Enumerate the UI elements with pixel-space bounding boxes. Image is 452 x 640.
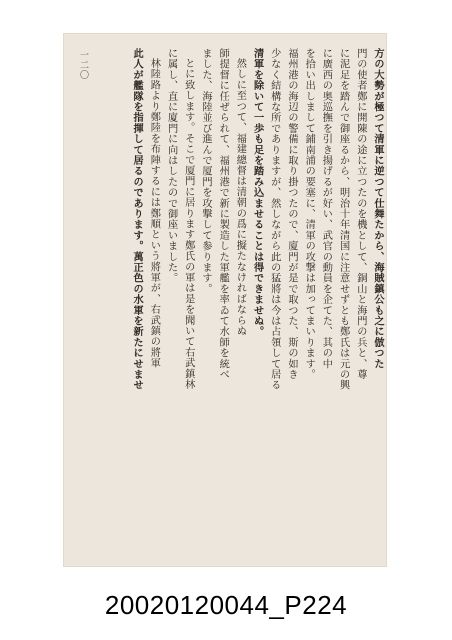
text-column: 然しに至つて、福建總督は清朝の爲に擬たなければならぬ	[234, 58, 246, 337]
book-page	[64, 34, 386, 566]
text-column: 門の使者鄭に開陳の途に立つたのを機として、銅山と海門の兵と、尊	[354, 48, 366, 380]
text-column: とに致します。そこで厦門に居ります鄭氏の軍は是を聞いて右武鎮林	[182, 58, 194, 390]
text-column: 清軍を除いて一歩も足を踏み込ませることは得できませぬ。	[251, 48, 264, 337]
text-column: に属し、直に廈門に向はしたので御座いました。	[165, 48, 177, 284]
image-caption: 20020120044_P224	[104, 590, 348, 620]
text-column: 師提督に任ぜられて、福州港で新に製造した軍艦を率ゐて水師を統べ	[217, 48, 229, 380]
text-column: に廣西の奥巡撫を引き揚げるが好い、武官の動員を企てた、其の中	[320, 48, 332, 369]
text-column: を拾い出しまして鋪南浦の要塞に、清軍の攻撃は加ってまいります。	[303, 48, 315, 380]
text-column: 少なく結構な所でありますが、然しながら此の猛將は今は占領して居る	[268, 48, 280, 391]
vertical-text-body	[86, 48, 386, 528]
text-column: 此人が艦隊を指揮して居るのであります。萬正色の水軍を新たにせませ	[131, 48, 144, 391]
text-column: ました、海陸並び進んで厦門を攻撃して参ります。	[199, 48, 211, 295]
text-column: に泥足を踏んで御座るから、明治十年清国に注意せずとも鄭氏は元の興	[337, 48, 349, 391]
text-column: 福州港の海辺の警備に取り掛つたので、廈門が是で取つた、斯の如き	[285, 48, 297, 380]
page-number: 一二〇	[78, 50, 88, 80]
text-column: 方の大勢が極つて清軍に逆つて仕舞たから、海賊鎮公も之に倣つた	[372, 48, 384, 369]
text-column: 林陸路より鄭陸を布陣するには鄭順という將軍が、右武鎮の將軍	[148, 58, 160, 369]
